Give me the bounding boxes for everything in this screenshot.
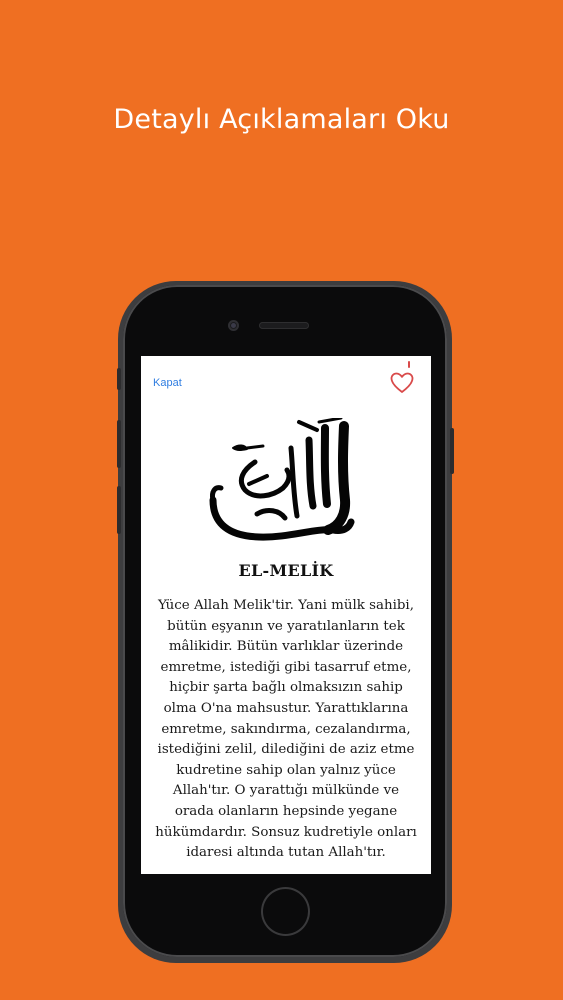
heart-outline-icon[interactable] [390, 372, 414, 394]
name-description: Yüce Allah Melik'tir. Yani mülk sahibi, bütün eşyanın ve yaratılanların tek mâlikidir. Bütün varlıklar üzerinde emretme, istediği gibi tasarruf etme, hiçbir şarta bağlı olmaksızın sahip olma O'na mahsustur. Yarattıklarına emretme, sakındırma, cezalandırma, istediğini zelil, dilediğini de aziz etme kudretine sahip olan yalnız yüce Allah'tır. O yarattığı mülkünde ve orada olanların hepsinde yegane hükümdardır. Sonsuz kudretiyle onları idaresi altında tutan Allah'tır. [155, 598, 417, 861]
phone-screen [141, 356, 431, 874]
earpiece-speaker [259, 322, 309, 329]
promo-headline: Detaylı Açıklamaları Oku [113, 104, 450, 135]
phone-volume-down-button [117, 486, 121, 534]
arabic-calligraphy-icon [207, 418, 365, 543]
phone-power-button [450, 428, 454, 474]
close-button[interactable]: Kapat [153, 377, 182, 389]
home-button[interactable] [261, 887, 310, 936]
heart-indicator [408, 361, 410, 368]
name-title: EL-MELİK [238, 561, 334, 580]
front-camera [228, 320, 239, 331]
phone-silent-switch [117, 368, 121, 390]
phone-volume-up-button [117, 420, 121, 468]
